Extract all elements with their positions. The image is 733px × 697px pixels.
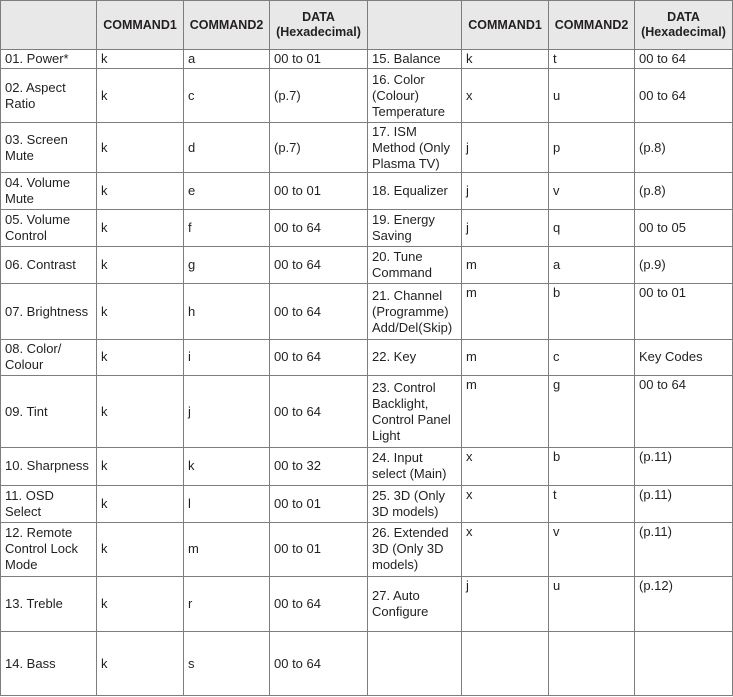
left-data-value-cell: (p.7) — [270, 123, 368, 172]
header-item-left — [1, 1, 97, 50]
right-command2-cell: t — [549, 485, 635, 522]
header-command1-right: COMMAND1 — [462, 1, 549, 50]
table-row — [1, 69, 733, 123]
right-command1-cell: x — [462, 448, 549, 485]
header-data-left: DATA (Hexadecimal) — [270, 1, 368, 50]
right-command1-cell: j — [462, 577, 549, 632]
right-command2-cell: t — [549, 50, 635, 69]
left-command1-cell: k — [97, 172, 184, 209]
right-item-name-cell: 15. Balance — [368, 50, 462, 69]
right-data-value-cell: 00 to 64 — [635, 69, 733, 123]
right-data-value-cell: (p.11) — [635, 448, 733, 485]
header-row — [1, 1, 733, 50]
left-command1-cell: k — [97, 123, 184, 172]
left-item-name-cell: 12. Remote Control Lock Mode — [1, 522, 97, 576]
left-command2-cell: m — [184, 522, 270, 576]
right-command1-cell: x — [462, 69, 549, 123]
left-item-name-cell: 07. Brightness — [1, 284, 97, 339]
right-item-name-cell: 18. Equalizer — [368, 172, 462, 209]
left-command2-cell: d — [184, 123, 270, 172]
left-command2-cell: j — [184, 375, 270, 447]
right-command1-cell: j — [462, 123, 549, 172]
left-command1-cell: k — [97, 485, 184, 522]
right-command2-cell: c — [549, 339, 635, 375]
header-command2-left: COMMAND2 — [184, 1, 270, 50]
right-data-value-cell: 00 to 64 — [635, 50, 733, 69]
left-data-value-cell: 00 to 01 — [270, 522, 368, 576]
table-row — [1, 172, 733, 209]
left-command1-cell: k — [97, 448, 184, 485]
left-data-value-cell: 00 to 64 — [270, 375, 368, 447]
left-command2-cell: c — [184, 69, 270, 123]
left-data-value-cell: 00 to 64 — [270, 209, 368, 246]
right-command1-cell: m — [462, 375, 549, 447]
right-data-value-cell — [635, 632, 733, 696]
right-item-name-cell: 22. Key — [368, 339, 462, 375]
left-item-name-cell: 03. Screen Mute — [1, 123, 97, 172]
right-data-value-cell: (p.8) — [635, 123, 733, 172]
right-data-value-cell: 00 to 05 — [635, 209, 733, 246]
right-command2-cell: v — [549, 522, 635, 576]
left-data-value-cell: 00 to 64 — [270, 284, 368, 339]
table-row — [1, 247, 733, 284]
right-item-name-cell: 16. Color (Colour) Temperature — [368, 69, 462, 123]
table-row — [1, 375, 733, 447]
right-command2-cell: p — [549, 123, 635, 172]
left-item-name-cell: 06. Contrast — [1, 247, 97, 284]
right-command2-cell: q — [549, 209, 635, 246]
table-row — [1, 485, 733, 522]
right-command2-cell: b — [549, 284, 635, 339]
right-item-name-cell: 23. Control Backlight, Control Panel Light — [368, 375, 462, 447]
left-command2-cell: f — [184, 209, 270, 246]
left-item-name-cell: 14. Bass — [1, 632, 97, 696]
table-row — [1, 448, 733, 485]
right-item-name-cell — [368, 632, 462, 696]
right-command1-cell: m — [462, 339, 549, 375]
right-command2-cell: a — [549, 247, 635, 284]
left-command2-cell: i — [184, 339, 270, 375]
left-data-value-cell: 00 to 01 — [270, 172, 368, 209]
table-row — [1, 577, 733, 632]
left-command2-cell: k — [184, 448, 270, 485]
right-command1-cell: j — [462, 209, 549, 246]
table-row — [1, 339, 733, 375]
right-data-value-cell: (p.9) — [635, 247, 733, 284]
right-command2-cell: u — [549, 577, 635, 632]
right-item-name-cell: 25. 3D (Only 3D models) — [368, 485, 462, 522]
right-data-value-cell: (p.8) — [635, 172, 733, 209]
header-data-right: DATA (Hexadecimal) — [635, 1, 733, 50]
right-command1-cell: k — [462, 50, 549, 69]
table-row — [1, 632, 733, 696]
right-data-value-cell: (p.11) — [635, 485, 733, 522]
right-command2-cell: u — [549, 69, 635, 123]
right-data-value-cell: (p.11) — [635, 522, 733, 576]
header-command1-left: COMMAND1 — [97, 1, 184, 50]
left-command2-cell: r — [184, 577, 270, 632]
left-item-name-cell: 10. Sharpness — [1, 448, 97, 485]
right-command1-cell: j — [462, 172, 549, 209]
right-data-value-cell: 00 to 64 — [635, 375, 733, 447]
right-command1-cell: x — [462, 485, 549, 522]
left-command2-cell: a — [184, 50, 270, 69]
left-command1-cell: k — [97, 69, 184, 123]
left-command1-cell: k — [97, 375, 184, 447]
left-data-value-cell: 00 to 64 — [270, 632, 368, 696]
left-command2-cell: s — [184, 632, 270, 696]
left-command1-cell: k — [97, 284, 184, 339]
table-row — [1, 123, 733, 172]
left-command1-cell: k — [97, 577, 184, 632]
left-command1-cell: k — [97, 632, 184, 696]
left-command1-cell: k — [97, 209, 184, 246]
left-command2-cell: h — [184, 284, 270, 339]
right-item-name-cell: 24. Input select (Main) — [368, 448, 462, 485]
header-command2-right: COMMAND2 — [549, 1, 635, 50]
left-data-value-cell: 00 to 32 — [270, 448, 368, 485]
right-command2-cell: b — [549, 448, 635, 485]
left-command2-cell: e — [184, 172, 270, 209]
left-command1-cell: k — [97, 50, 184, 69]
table-row — [1, 209, 733, 246]
left-command2-cell: l — [184, 485, 270, 522]
right-command2-cell: g — [549, 375, 635, 447]
right-command1-cell: m — [462, 284, 549, 339]
right-data-value-cell: (p.12) — [635, 577, 733, 632]
right-command2-cell: v — [549, 172, 635, 209]
right-data-value-cell: 00 to 01 — [635, 284, 733, 339]
right-command2-cell — [549, 632, 635, 696]
left-item-name-cell: 02. Aspect Ratio — [1, 69, 97, 123]
left-data-value-cell: 00 to 64 — [270, 339, 368, 375]
right-item-name-cell: 21. Channel (Programme) Add/Del(Skip) — [368, 284, 462, 339]
right-item-name-cell: 20. Tune Command — [368, 247, 462, 284]
left-data-value-cell: (p.7) — [270, 69, 368, 123]
left-command1-cell: k — [97, 522, 184, 576]
left-data-value-cell: 00 to 01 — [270, 485, 368, 522]
table-row — [1, 50, 733, 69]
left-command1-cell: k — [97, 339, 184, 375]
left-item-name-cell: 09. Tint — [1, 375, 97, 447]
left-item-name-cell: 13. Treble — [1, 577, 97, 632]
left-command2-cell: g — [184, 247, 270, 284]
right-item-name-cell: 17. ISM Method (Only Plasma TV) — [368, 123, 462, 172]
right-data-value-cell: Key Codes — [635, 339, 733, 375]
left-item-name-cell: 04. Volume Mute — [1, 172, 97, 209]
table-row — [1, 284, 733, 339]
table-row — [1, 522, 733, 576]
right-item-name-cell: 19. Energy Saving — [368, 209, 462, 246]
right-command1-cell: x — [462, 522, 549, 576]
left-data-value-cell: 00 to 64 — [270, 577, 368, 632]
left-data-value-cell: 00 to 01 — [270, 50, 368, 69]
right-command1-cell — [462, 632, 549, 696]
left-item-name-cell: 01. Power* — [1, 50, 97, 69]
header-item-right — [368, 1, 462, 50]
left-data-value-cell: 00 to 64 — [270, 247, 368, 284]
right-item-name-cell: 27. Auto Configure — [368, 577, 462, 632]
left-item-name-cell: 11. OSD Select — [1, 485, 97, 522]
left-command1-cell: k — [97, 247, 184, 284]
left-item-name-cell: 05. Volume Control — [1, 209, 97, 246]
right-command1-cell: m — [462, 247, 549, 284]
left-item-name-cell: 08. Color/ Colour — [1, 339, 97, 375]
right-item-name-cell: 26. Extended 3D (Only 3D models) — [368, 522, 462, 576]
